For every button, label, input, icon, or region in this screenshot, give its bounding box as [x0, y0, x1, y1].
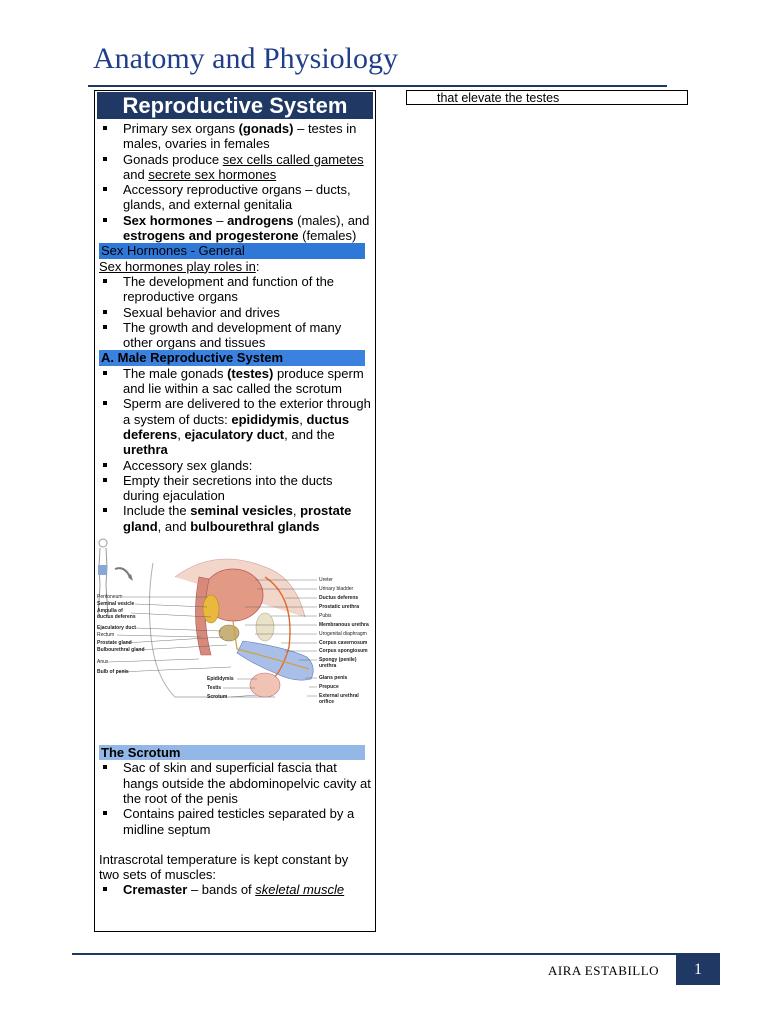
section-title: Reproductive System: [97, 92, 373, 119]
title-rule: [88, 85, 667, 87]
figure-label: Epididymis: [207, 676, 234, 683]
temperature-text: Intrascrotal temperature is kept constant by two sets of muscles:: [99, 851, 349, 883]
text-run: sex cells called gametes: [222, 151, 364, 167]
figure-label: Prostatic urethra: [319, 604, 360, 611]
text-run: seminal vesicles: [190, 503, 293, 519]
anatomy-figure: [95, 537, 371, 743]
figure-label: Urinary bladder: [319, 586, 354, 593]
text-run: (females): [298, 228, 357, 244]
text-run: , and the: [284, 426, 335, 442]
list-item: [99, 396, 371, 457]
text-run: urethra: [123, 442, 168, 458]
list-item: Sexual behavior and drives: [99, 305, 371, 320]
list-item: [99, 882, 371, 897]
text-run: Primary sex organs: [123, 121, 239, 136]
text-run: Accessory sex glands:: [123, 457, 253, 473]
text-run: epididymis: [231, 411, 300, 427]
intro-list: [99, 121, 371, 243]
figure-label: Scrotum: [207, 694, 228, 701]
scrotum-heading: The Scrotum: [99, 745, 365, 760]
list-item: [99, 503, 371, 534]
text-run: (males), and: [293, 212, 370, 228]
hormones-list: [99, 274, 371, 350]
figure-label: Ampulla of: [97, 608, 123, 615]
figure-label: Corpus spongiosum: [319, 648, 368, 655]
text-run: estrogens and progesterone: [123, 228, 299, 244]
text-run: and: [123, 166, 149, 182]
text-run: skeletal muscle: [255, 882, 345, 898]
figure-label: Prepuce: [319, 684, 339, 691]
text-run: ,: [299, 411, 307, 427]
cremaster-list: [99, 882, 371, 897]
text-run: ,: [177, 426, 185, 442]
text-run: androgens: [227, 212, 294, 228]
text-run: Sex hormones: [123, 212, 213, 228]
figure-label: Urogenital diaphragm: [319, 631, 367, 638]
list-item: [99, 458, 371, 473]
figure-label: Peritoneum: [97, 594, 123, 601]
column-content: [99, 121, 371, 898]
figure-label: Glans penis: [319, 675, 348, 682]
text-run: (gonads): [238, 121, 294, 136]
scrotum-list: [99, 760, 371, 836]
figure-label: Ureter: [319, 577, 333, 584]
text-run: secrete sex hormones: [148, 166, 277, 182]
figure-label: Pubis: [319, 613, 332, 620]
male-heading: A. Male Reproductive System: [99, 350, 365, 365]
text-run: –: [212, 212, 228, 228]
figure-label: Membranous urethra: [319, 622, 369, 629]
list-item: [99, 121, 371, 152]
text-run: bulbourethral glands: [190, 518, 320, 534]
list-item: Sac of skin and superficial fascia that hangs outside the abdominopelvic cavity at the root of the penis: [99, 760, 371, 806]
hormones-lead: [99, 259, 371, 274]
figure-label: Ductus deferens: [319, 595, 359, 602]
figure-label: urethra: [319, 663, 337, 670]
text-run: Empty their secretions into the ducts during ejaculation: [123, 472, 333, 504]
text-run: prostate gland: [123, 503, 352, 534]
list-item: [99, 213, 371, 244]
figure-label: External urethral: [319, 693, 359, 700]
hormones-lead-suffix: :: [255, 258, 260, 274]
text-run: Cremaster: [123, 882, 188, 898]
figure-label: Corpus cavernosum: [319, 640, 368, 647]
list-item: [99, 473, 371, 504]
text-run: Sperm are delivered to the exterior through a system of ducts:: [123, 396, 371, 427]
figure-label: orifice: [319, 699, 335, 706]
text-run: produce sperm and lie within a sac called the scrotum: [123, 365, 364, 397]
figure-label: Anus: [97, 659, 109, 666]
text-run: – bands of: [187, 882, 256, 898]
text-run: (testes): [227, 365, 274, 381]
figure-label: Bulb of penis: [97, 669, 129, 676]
figure-label: Spongy (penile): [319, 657, 357, 664]
hormones-lead-text: Sex hormones play roles in: [99, 258, 256, 274]
author-name: AIRA ESTABILLO: [548, 963, 660, 978]
text-run: Gonads produce: [123, 151, 223, 167]
text-run: Accessory reproductive organs – ducts, glands, and external genitalia: [123, 182, 351, 213]
spacer: [99, 837, 371, 852]
text-run: , and: [157, 518, 191, 534]
text-run: ductus deferens: [123, 411, 350, 442]
figure-label: Seminal vesicle: [97, 601, 135, 608]
list-item: [99, 366, 371, 397]
text-run: The male gonads: [123, 365, 228, 381]
list-item: [99, 182, 371, 213]
text-run: ejaculatory duct: [184, 426, 285, 442]
list-item: The development and function of the reproductive organs: [99, 274, 371, 305]
figure-label: Rectum: [97, 632, 115, 639]
figure-label: ductus deferens: [97, 614, 136, 621]
page-number: 1: [676, 955, 720, 985]
continued-text-box: that elevate the testes: [406, 90, 688, 105]
page-title: Anatomy and Physiology: [93, 42, 398, 75]
figure-label: Ejaculatory duct: [97, 625, 136, 632]
list-item: [99, 152, 371, 183]
left-column: [94, 90, 376, 932]
text-run: Include the: [123, 503, 191, 519]
text-run: – testes in males, ovaries in females: [123, 121, 357, 152]
figure-label: Testis: [207, 685, 222, 692]
footer-rule: [72, 953, 720, 955]
figure-label: Bulbourethral gland: [97, 647, 145, 654]
text-run: ,: [292, 503, 301, 519]
list-item: Contains paired testicles separated by a midline septum: [99, 806, 371, 837]
list-item: The growth and development of many other organs and tissues: [99, 320, 371, 351]
hormones-heading: Sex Hormones - General: [99, 243, 365, 258]
male-list: [99, 366, 371, 534]
figure-label: Prostate gland: [97, 640, 132, 647]
